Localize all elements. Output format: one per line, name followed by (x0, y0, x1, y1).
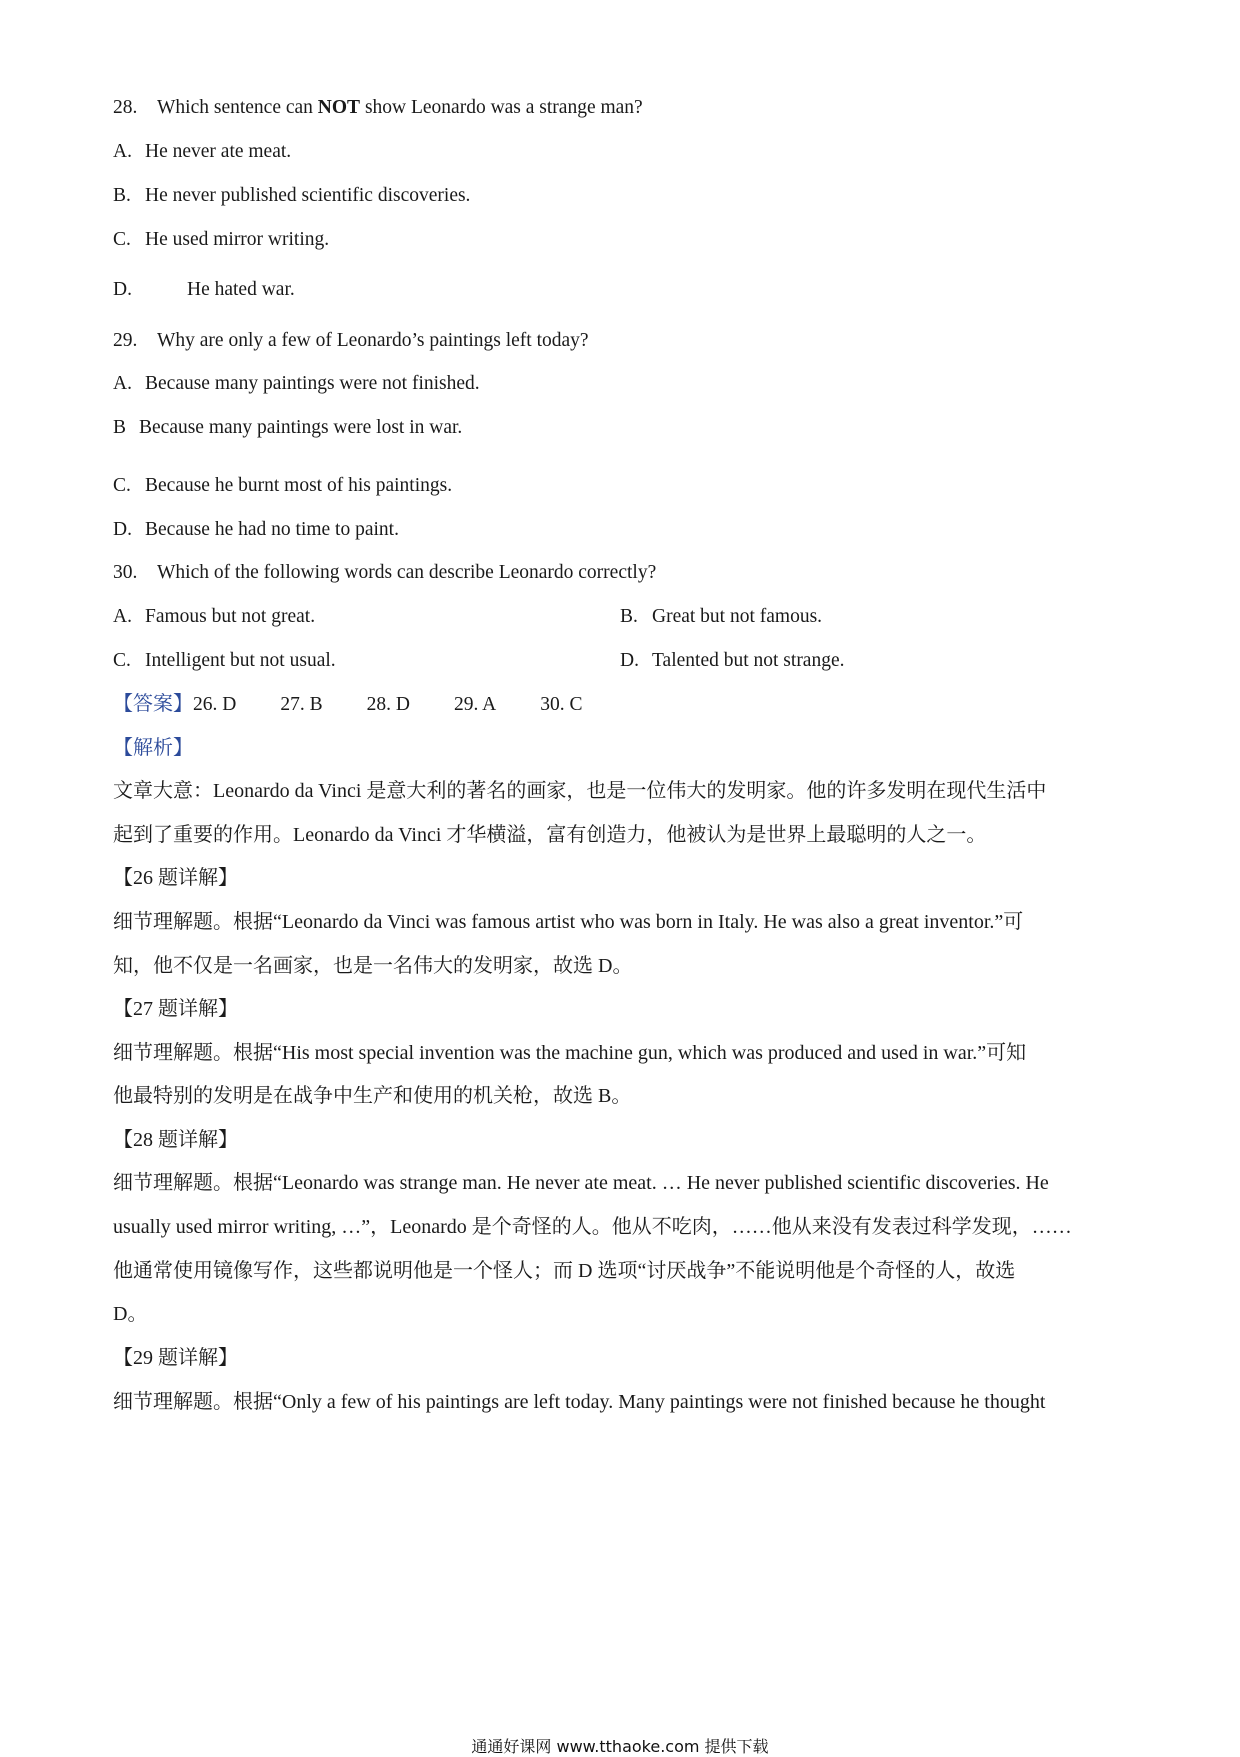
question-28 (113, 95, 643, 121)
option-30-a (113, 604, 315, 630)
question-number: 29. (113, 330, 138, 351)
option-letter: D. (113, 279, 132, 300)
question-stem: Why are only a few of Leonardo’s paintings left today? (157, 330, 589, 351)
detail-heading-29: 【29 题详解】 (113, 1347, 238, 1369)
option-letter: D. (620, 650, 639, 671)
option-letter: B. (113, 185, 131, 206)
detail-line: 细节理解题。根据“His most special invention was the machine gun, which was produced and used in war.”可知 (113, 1042, 1027, 1064)
option-text: He never ate meat. (145, 141, 292, 162)
answer-key (113, 691, 582, 718)
option-28-d (113, 277, 295, 303)
option-text: Because many paintings were lost in war. (139, 417, 463, 438)
option-text: Because he had no time to paint. (145, 519, 399, 540)
detail-line: 细节理解题。根据“Leonardo was strange man. He never ate meat. … He never published scientific discoveries. He (113, 1172, 1049, 1194)
detail-line: 他最特别的发明是在战争中生产和使用的机关枪，故选 B。 (113, 1085, 632, 1107)
option-text: Intelligent but not usual. (145, 650, 336, 671)
answer-label: 【答案】 (113, 693, 193, 715)
detail-heading-28: 【28 题详解】 (113, 1129, 238, 1151)
option-letter: C. (113, 229, 131, 250)
option-letter: B (113, 417, 127, 438)
option-text: Talented but not strange. (652, 650, 845, 671)
answer-item: 27. B (280, 694, 323, 715)
option-29-c (113, 473, 452, 499)
option-letter: D. (113, 519, 132, 540)
detail-line: 知，他不仅是一名画家，也是一名伟大的发明家，故选 D。 (113, 955, 633, 977)
question-emphasis: NOT (317, 97, 361, 118)
option-29-a (113, 371, 480, 397)
question-stem: Which sentence can (157, 97, 313, 118)
detail-line: D。 (113, 1303, 148, 1325)
answer-item: 30. C (540, 694, 583, 715)
option-text: Famous but not great. (145, 606, 316, 627)
detail-line: 细节理解题。根据“Leonardo da Vinci was famous artist who was born in Italy. He was also a great inventor.”可 (113, 911, 1024, 933)
option-29-d (113, 517, 399, 543)
option-letter: A. (113, 141, 132, 162)
answer-item: 29. A (453, 694, 497, 715)
question-number: 30. (113, 562, 138, 583)
question-number: 28. (113, 97, 138, 118)
detail-line: 细节理解题。根据“Only a few of his paintings are left today. Many paintings were not finished because he thought (113, 1391, 1046, 1413)
question-30 (113, 560, 656, 586)
option-text: He hated war. (187, 279, 295, 300)
option-letter: A. (113, 373, 132, 394)
option-text: He used mirror writing. (145, 229, 330, 250)
option-letter: B. (620, 606, 638, 627)
summary-line: 文章大意：Leonardo da Vinci 是意大利的著名的画家，也是一位伟大的发明家。他的许多发明在现代生活中 (113, 780, 1047, 802)
option-30-b (620, 604, 822, 630)
option-text: Because many paintings were not finished. (145, 373, 480, 394)
detail-line: 他通常使用镜像写作，这些都说明他是一个怪人；而 D 选项“讨厌战争”不能说明他是个奇怪的人，故选 (113, 1260, 1016, 1282)
option-28-b (113, 183, 470, 209)
option-text: He never published scientific discoveries. (145, 185, 471, 206)
option-30-d (620, 648, 845, 674)
question-stem-end: show Leonardo was a strange man? (364, 97, 643, 118)
page-footer: 通通好课网 www.tthaoke.com 提供下载 (471, 1737, 769, 1756)
detail-heading-27: 【27 题详解】 (113, 998, 238, 1020)
option-text: Great but not famous. (652, 606, 823, 627)
question-29 (113, 328, 589, 354)
option-29-b (113, 415, 462, 441)
option-30-c (113, 648, 336, 674)
summary-line: 起到了重要的作用。Leonardo da Vinci 才华横溢，富有创造力，他被认为是世界上最聪明的人之一。 (113, 824, 987, 846)
analysis-label: 【解析】 (113, 737, 193, 759)
answer-item: 26. D (193, 694, 237, 715)
option-text: Because he burnt most of his paintings. (145, 475, 453, 496)
question-stem: Which of the following words can describe Leonardo correctly? (157, 562, 657, 583)
detail-line: usually used mirror writing, …”，Leonardo 是个奇怪的人。他从不吃肉，……他从来没有发表过科学发现，…… (113, 1216, 1072, 1238)
option-28-c (113, 227, 329, 253)
answer-item: 28. D (366, 694, 410, 715)
option-letter: A. (113, 606, 132, 627)
option-letter: C. (113, 475, 131, 496)
option-letter: C. (113, 650, 131, 671)
detail-heading-26: 【26 题详解】 (113, 867, 238, 889)
option-28-a (113, 139, 291, 165)
